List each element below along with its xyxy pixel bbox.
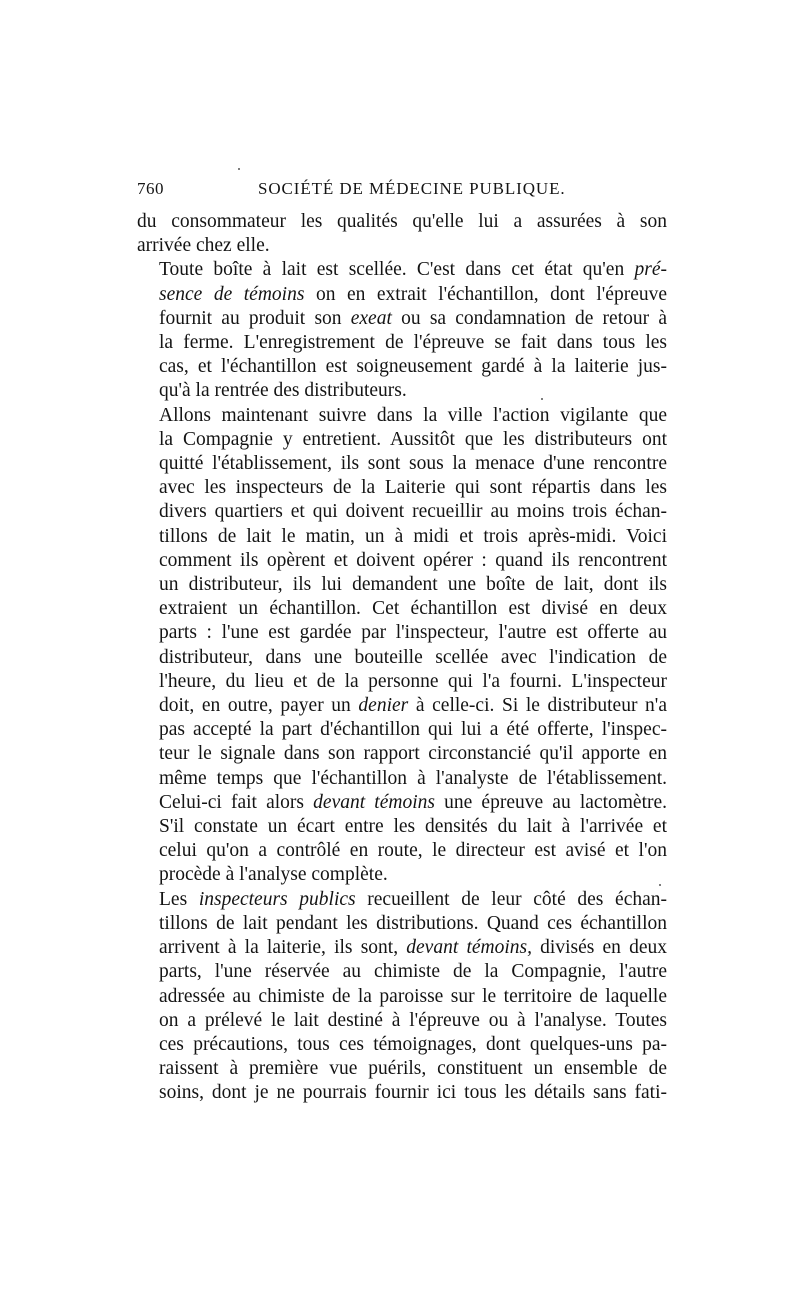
text-line: pas accepté la part d'échantillon qui lui a été offerte, l'inspec- (159, 719, 667, 741)
text-line: arrivent à la laiterie, ils sont, devant témoins, divisés en deux (159, 937, 668, 959)
text-line: arrivée chez elle. (137, 235, 270, 257)
paragraph-2 (137, 258, 667, 403)
text-line: divers quartiers et qui doivent recueillir au moins trois échan- (159, 501, 667, 523)
text-line: teur le signale dans son rapport circonstancié qu'il apporte en (159, 743, 667, 765)
ink-speck (238, 168, 240, 170)
body-text (137, 210, 667, 1106)
text-line: parts, l'une réservée au chimiste de la Compagnie, l'autre (159, 961, 667, 983)
text-line: S'il constate un écart entre les densités du lait à l'arrivée et (159, 816, 667, 838)
text-line: du consommateur les qualités qu'elle lui a assurées à son (137, 211, 667, 232)
text-line: on a prélevé le lait destiné à l'épreuve ou à l'analyse. Toutes (159, 1009, 667, 1031)
text-line: fournit au produit son exeat ou sa condamnation de retour à (159, 307, 667, 329)
ink-speck (659, 884, 661, 886)
page-number: 760 (137, 179, 164, 198)
text-line: la Compagnie y entretient. Aussitôt que les distributeurs ont (159, 428, 667, 450)
text-line: celui qu'on a contrôlé en route, le directeur est avisé et l'on (159, 840, 667, 862)
text-line: tillons de lait le matin, un à midi et trois après-midi. Voici (159, 525, 667, 547)
ink-speck (541, 398, 543, 400)
text-line: ces précautions, tous ces témoignages, dont quelques-uns pa- (159, 1033, 667, 1055)
text-line: adressée au chimiste de la paroisse sur le territoire de laquelle (159, 985, 667, 1007)
text-line: raissent à première vue puérils, constituent un ensemble de (159, 1058, 667, 1080)
paragraph-3 (137, 404, 667, 888)
text-line: comment ils opèrent et doivent opérer : quand ils rencontrent (159, 549, 667, 571)
text-line: qu'à la rentrée des distributeurs. (159, 380, 407, 402)
text-line: cas, et l'échantillon est soigneusement gardé à la laiterie jus- (159, 356, 667, 378)
text-line: sence de témoins on en extrait l'échantillon, dont l'épreuve (159, 283, 668, 305)
text-line: un distributeur, ils lui demandent une boîte de lait, dont ils (159, 574, 667, 596)
text-line: avec les inspecteurs de la Laiterie qui sont répartis dans les (159, 477, 667, 499)
text-line: quitté l'établissement, ils sont sous la menace d'une rencontre (159, 453, 667, 475)
text-line: Toute boîte à lait est scellée. C'est dans cet état qu'en pré- (159, 259, 667, 281)
running-head (137, 176, 667, 202)
text-line: la ferme. L'enregistrement de l'épreuve se fait dans tous les (159, 332, 667, 354)
text-line: Celui-ci fait alors devant témoins une épreuve au lactomètre. (159, 791, 668, 813)
text-line: tillons de lait pendant les distributions. Quand ces échantillon (159, 912, 667, 934)
text-line: soins, dont je ne pourrais fournir ici tous les détails sans fati- (159, 1082, 667, 1104)
running-title: SOCIÉTÉ DE MÉDECINE PUBLIQUE. (258, 179, 566, 198)
text-line: procède à l'analyse complète. (159, 864, 388, 886)
text-line: distributeur, dans une bouteille scellée avec l'indication de (159, 646, 667, 668)
text-line: doit, en outre, payer un denier à celle-ci. Si le distributeur n'a (159, 695, 667, 717)
text-line: Les inspecteurs publics recueillent de leur côté des échan- (159, 888, 667, 910)
text-line: Allons maintenant suivre dans la ville l'action vigilante que (159, 404, 667, 426)
paragraph-4 (137, 888, 667, 1106)
paragraph-1 (137, 210, 667, 258)
text-line: parts : l'une est gardée par l'inspecteur, l'autre est offerte au (159, 622, 667, 644)
text-line: même temps que l'échantillon à l'analyste de l'établissement. (159, 767, 667, 789)
text-line: l'heure, du lieu et de la personne qui l'a fourni. L'inspecteur (159, 670, 667, 692)
text-line: extraient un échantillon. Cet échantillon est divisé en deux (159, 598, 667, 620)
